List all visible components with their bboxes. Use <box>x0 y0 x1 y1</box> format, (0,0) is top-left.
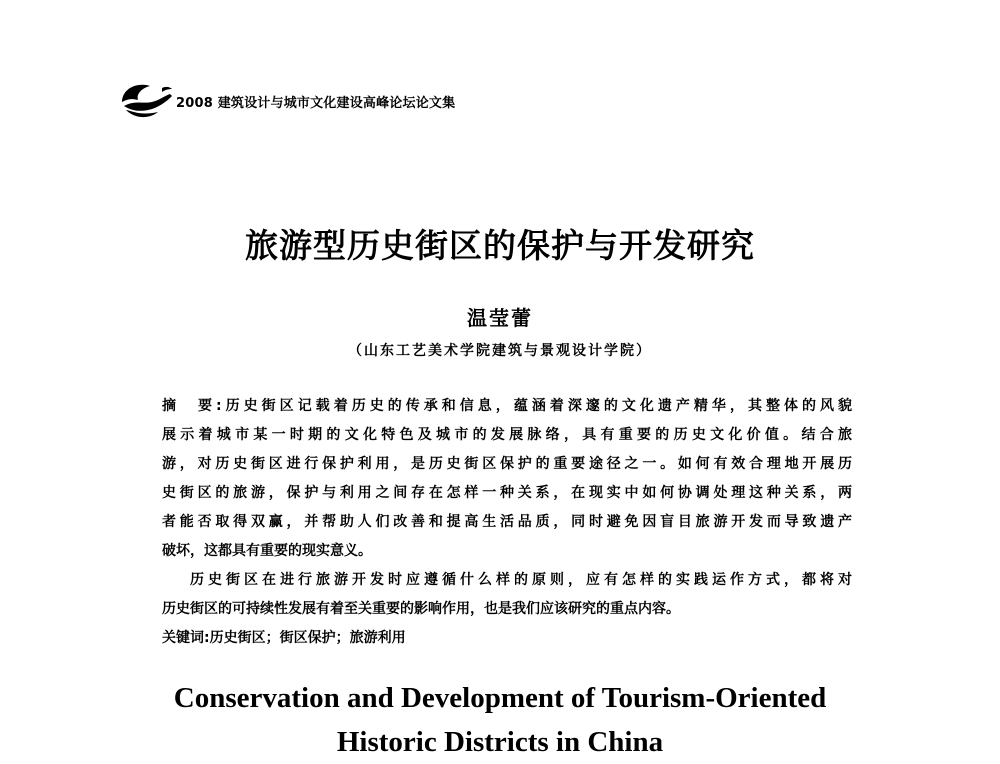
abstract-line: 摘 要:历史街区记载着历史的传承和信息，蕴涵着深邃的文化遗产精华，其整体的风貌 <box>162 398 852 414</box>
publication-line: 2008 建筑设计与城市文化建设高峰论坛论文集 <box>176 95 456 111</box>
abstract-line: 者能否取得双赢，并帮助人们改善和提高生活品质，同时避免因盲目旅游开发而导致遗产 <box>162 514 852 530</box>
paper-title-english <box>0 676 1000 764</box>
keywords-value: 历史街区；街区保护；旅游利用 <box>209 630 406 646</box>
abstract-block <box>162 392 852 653</box>
keywords-label: 关键词: <box>162 630 210 646</box>
english-title-line-2: Historic Districts in China <box>336 726 664 758</box>
abstract-paragraph2-line: 历史街区的可持续性发展有着至关重要的影响作用，也是我们应该研究的重点内容。 <box>162 601 680 617</box>
paper-title-chinese: 旅游型历史街区的保护与开发研究 <box>245 226 755 265</box>
abstract-line: 游，对历史街区进行保护利用，是历史街区保护的重要途径之一。如何有效合理地开展历 <box>162 456 852 472</box>
abstract-line: 展示着城市某一时期的文化特色及城市的发展脉络，具有重要的历史文化价值。结合旅 <box>162 427 852 443</box>
abstract-paragraph2-line: 历史街区在进行旅游开发时应遵循什么样的原则，应有怎样的实践运作方式，都将对 <box>190 572 852 588</box>
author-name: 温莹蕾 <box>467 306 533 330</box>
english-title-line-1: Conservation and Development of Tourism-Oriented <box>173 682 827 714</box>
abstract-line: 破坏，这都具有重要的现实意义。 <box>162 543 372 559</box>
abstract-label: 摘 要: <box>162 398 222 414</box>
wave-logo-icon <box>118 78 174 122</box>
page-header <box>118 78 455 122</box>
abstract-line: 史街区的旅游，保护与利用之间存在怎样一种关系，在现实中如何协调处理这种关系，两 <box>162 485 852 501</box>
keywords-line <box>162 624 852 653</box>
author-affiliation: （山东工艺美术学院建筑与景观设计学院） <box>348 343 652 359</box>
